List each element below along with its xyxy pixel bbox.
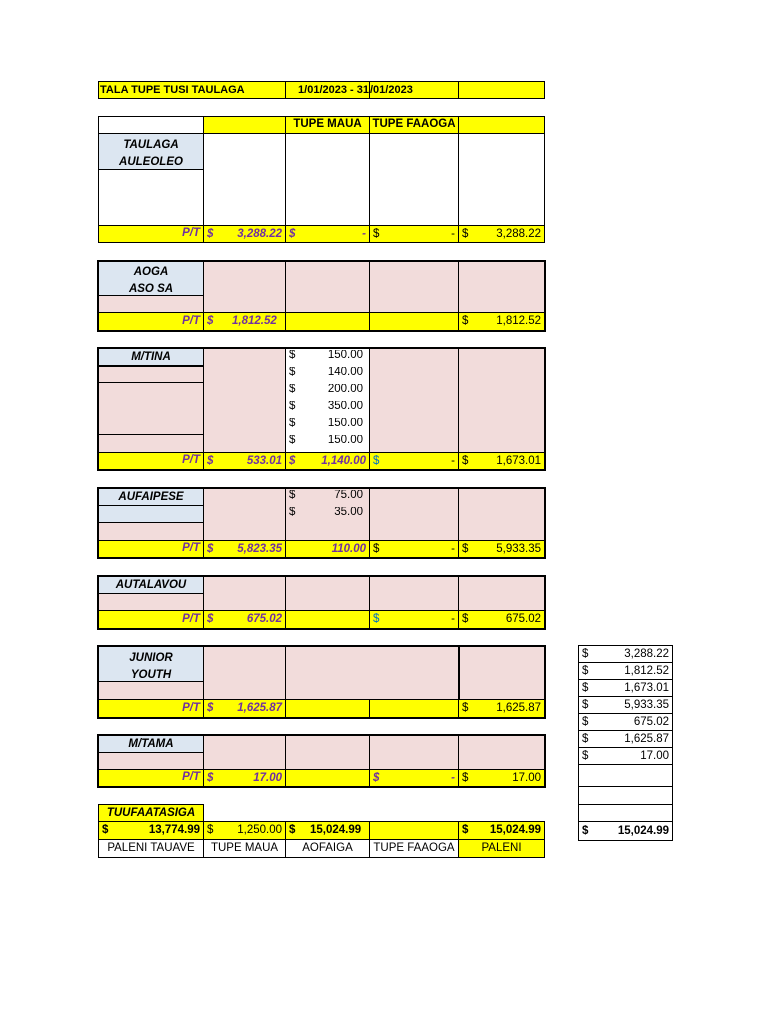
mtina-row-2 (98, 365, 204, 383)
junior-row-2 (98, 681, 204, 700)
aufaipese-row-3 (98, 522, 204, 541)
taulaga-corner (98, 116, 204, 134)
taulaga-body-3 (369, 133, 459, 226)
mtina-entries (285, 348, 370, 453)
junior-total-3 (369, 699, 459, 718)
aufaipese-entry: $ 75.00 (289, 490, 363, 501)
mtina-body-3 (369, 348, 459, 453)
taulaga-body-2 (285, 133, 370, 226)
mtina-body-1 (203, 348, 286, 453)
autalavou-body-1 (203, 576, 286, 611)
side-total-row: $ 1,812.52 (578, 662, 673, 680)
mtina-row-4 (98, 434, 204, 453)
aufaipese-body-5 (458, 488, 545, 541)
mtina-row-3 (98, 382, 204, 435)
mtama-total-1: $ 17.00 (203, 769, 286, 787)
aoga-total-5: $ 1,812.52 (458, 312, 545, 331)
junior-total-1: $ 1,625.87 (203, 699, 286, 718)
autalavou-label: AUTALAVOU (98, 576, 204, 594)
junior-total-2 (285, 699, 370, 718)
autalavou-row-2 (98, 593, 204, 611)
mtina-total-3: $ - (369, 452, 459, 470)
col-header-maua: TUPE MAUA (285, 116, 370, 134)
mtina-total-5: $ 1,673.01 (458, 452, 545, 470)
period-start: 1/01/2023 - 31 (285, 81, 370, 99)
junior-body-2 (285, 646, 459, 700)
sheet-title: TALA TUPE TUSI TAULAGA (98, 81, 286, 99)
side-total-blank (578, 764, 673, 787)
autalavou-body-3 (369, 576, 459, 611)
taulaga-total-5: $ 3,288.22 (458, 225, 545, 243)
side-total-row: $ 675.02 (578, 713, 673, 731)
autalavou-body-5 (458, 576, 545, 611)
summary-tupe-maua: $ 1,250.00 (203, 821, 286, 840)
mtina-body-5 (458, 348, 545, 453)
label-aofaiga: AOFAIGA (285, 839, 370, 858)
mtama-total-3: $ - (369, 769, 459, 787)
side-total-blank (578, 786, 673, 805)
mtina-total-1: $ 533.01 (203, 452, 286, 470)
summary-aofaiga: $ 15,024.99 (285, 821, 370, 840)
summary-paleni: $ 15,024.99 (458, 821, 545, 840)
aoga-label: AOGA ASO SA (98, 261, 204, 296)
aufaipese-body-3 (369, 488, 459, 541)
autalavou-total-3: $ - (369, 610, 459, 629)
aufaipese-total-5: $ 5,933.35 (458, 540, 545, 558)
mtina-entry: $ 150.00 (289, 418, 363, 429)
aoga-body-3 (369, 261, 459, 313)
taulaga-pt-label: P/T (98, 225, 204, 243)
mtama-total-5: $ 17.00 (458, 769, 545, 787)
autalavou-body-2 (285, 576, 370, 611)
side-total-row: $ 1,673.01 (578, 679, 673, 697)
aoga-body-5 (458, 261, 545, 313)
mtina-entry: $ 150.00 (289, 350, 363, 361)
taulaga-col-5 (458, 116, 545, 134)
junior-pt-label: P/T (98, 699, 204, 718)
mtina-entry: $ 350.00 (289, 401, 363, 412)
mtama-body-1 (203, 735, 286, 770)
aoga-label-blank (98, 295, 204, 313)
autalavou-pt-label: P/T (98, 610, 204, 629)
taulaga-col-1 (203, 116, 286, 134)
aufaipese-total-1: $ 5,823.35 (203, 540, 286, 558)
taulaga-total-3: $ - (369, 225, 459, 243)
aoga-total-2 (285, 312, 370, 331)
mtama-body-2 (285, 735, 370, 770)
taulaga-label: TAULAGA AULEOLEO (98, 133, 204, 170)
period-end: /01/2023 (369, 81, 459, 99)
side-total-row: $ 5,933.35 (578, 696, 673, 714)
autalavou-total-5: $ 675.02 (458, 610, 545, 629)
mtama-body-5 (458, 735, 545, 770)
aufaipese-entries (285, 488, 370, 541)
summary-tupe-faaoga (369, 821, 459, 840)
aufaipese-row-2 (98, 505, 204, 523)
taulaga-label-blank (98, 169, 204, 226)
mtama-row-2 (98, 752, 204, 770)
taulaga-total-2: $ - (285, 225, 370, 243)
aufaipese-entry: $ 35.00 (289, 507, 363, 518)
mtina-entry: $ 140.00 (289, 367, 363, 378)
aufaipese-body-1 (203, 488, 286, 541)
side-grand-total: $ 15,024.99 (578, 821, 673, 841)
aoga-body-2 (285, 261, 370, 313)
aoga-total-3 (369, 312, 459, 331)
autalavou-total-1: $ 675.02 (203, 610, 286, 629)
side-total-blank (578, 804, 673, 822)
label-paleni-tauave: PALENI TAUAVE (98, 839, 204, 858)
side-total-row: $ 3,288.22 (578, 645, 673, 663)
aufaipese-total-3: $ - (369, 540, 459, 558)
side-total-row: $ 17.00 (578, 747, 673, 765)
junior-label: JUNIOR YOUTH (98, 646, 204, 682)
taulaga-body-1 (203, 133, 286, 226)
side-total-row: $ 1,625.87 (578, 730, 673, 748)
junior-total-5: $ 1,625.87 (458, 699, 545, 718)
autalavou-total-2 (285, 610, 370, 629)
taulaga-total-1: $ 3,288.22 (203, 225, 286, 243)
mtina-pt-label: P/T (98, 452, 204, 470)
label-tupe-maua: TUPE MAUA (203, 839, 286, 858)
mtina-entry: $ 150.00 (289, 435, 363, 446)
junior-body-1 (203, 646, 286, 700)
aufaipese-label: AUFAIPESE (98, 488, 204, 506)
summary-title: TUUFAATASIGA (98, 804, 204, 822)
taulaga-body-5 (458, 133, 545, 226)
aoga-body-1 (203, 261, 286, 313)
label-tupe-faaoga: TUPE FAAOGA (369, 839, 459, 858)
summary-paleni-tauave: $ 13,774.99 (98, 821, 204, 840)
mtama-pt-label: P/T (98, 769, 204, 787)
mtina-label: M/TINA (98, 348, 204, 366)
header-empty-cell (458, 81, 545, 99)
mtama-body-3 (369, 735, 459, 770)
aufaipese-total-2: 110.00 (285, 540, 370, 558)
label-paleni: PALENI (458, 839, 545, 858)
aufaipese-pt-label: P/T (98, 540, 204, 558)
mtama-label: M/TAMA (98, 735, 204, 753)
mtina-total-2: $ 1,140.00 (285, 452, 370, 470)
junior-body-5 (458, 646, 545, 700)
aoga-pt-label: P/T (98, 312, 204, 331)
mtama-total-2 (285, 769, 370, 787)
aoga-total-1: $ 1,812.52 (203, 312, 286, 331)
col-header-faaoga: TUPE FAAOGA (369, 116, 459, 134)
mtina-entry: $ 200.00 (289, 384, 363, 395)
